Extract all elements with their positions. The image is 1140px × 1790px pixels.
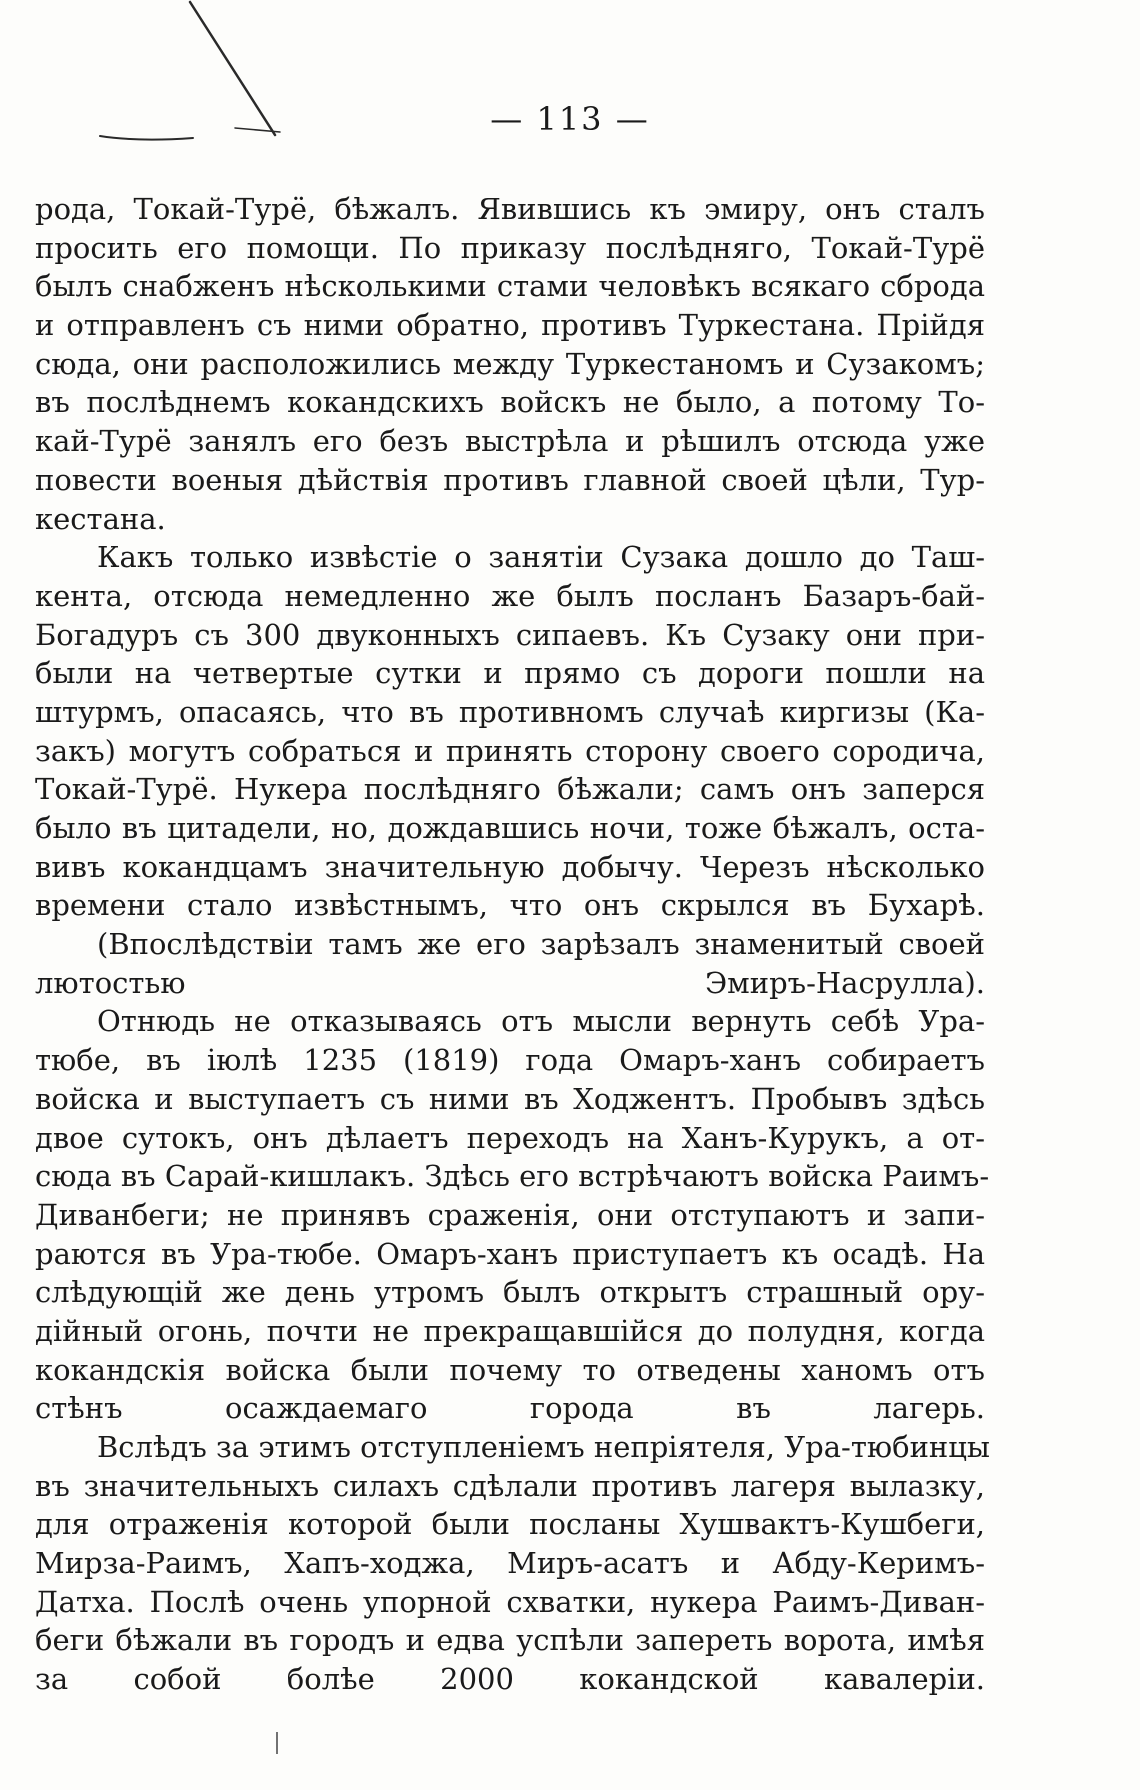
text-line-content: закъ) могутъ собраться и принять сторону своего сородича, (35, 733, 985, 768)
text-line (35, 1505, 985, 1544)
text-line (35, 616, 985, 655)
text-line-content: стѣнъ осаждаемаго города въ лагерь. (35, 1391, 985, 1426)
text-line-content: Мирза-Раимъ, Хапъ-ходжа, Миръ-асатъ и Абду-Керимъ- (35, 1546, 985, 1581)
text-line-content: беги бѣжали въ городъ и едва успѣли запереть ворота, имѣя (35, 1623, 985, 1658)
text-line-content: двое сутокъ, онъ дѣлаетъ переходъ на Ханъ-Курукъ, а от- (35, 1120, 985, 1155)
text-line-content: (Впослѣдствіи тамъ же его зарѣзалъ знаменитый своей (97, 927, 985, 962)
text-line-content: слѣдующій же день утромъ былъ открытъ страшный ору- (35, 1275, 985, 1310)
text-line (35, 1467, 985, 1506)
text-line (35, 886, 985, 925)
text-line (35, 1002, 985, 1041)
text-line-content: кента, отсюда немедленно же былъ посланъ Базаръ-бай- (35, 578, 985, 613)
text-line (35, 577, 985, 616)
text-line-content: Отнюдь не отказываясь отъ мысли вернуть себѣ Ура- (97, 1004, 985, 1039)
text-line (35, 345, 985, 384)
text-line-content: Вслѣдъ за этимъ отступленіемъ непріятеля, Ура-тюбинцы (97, 1430, 990, 1464)
text-line (35, 306, 985, 345)
text-line (35, 964, 985, 1003)
text-line (35, 809, 985, 848)
text-line (35, 190, 985, 229)
text-line (35, 693, 985, 732)
text-line (35, 1157, 990, 1196)
text-line-content: былъ снабженъ нѣсколькими стами человѣкъ всякаго сброда (35, 269, 985, 304)
text-line (35, 1544, 985, 1583)
text-line-content: сюда въ Сарай-кишлакъ. Здѣсь его встрѣчаютъ войска Раимъ- (35, 1159, 990, 1194)
text-line-content: для отраженія которой были посланы Хушвактъ-Кушбеги, (35, 1507, 985, 1542)
text-line-content: раются въ Ура-тюбе. Омаръ-ханъ приступаетъ къ осадѣ. На (35, 1236, 985, 1271)
text-line (35, 422, 985, 461)
speck-mark (272, 1730, 282, 1760)
text-line (35, 229, 985, 268)
text-line (35, 500, 985, 539)
text-line (35, 848, 985, 887)
text-line (35, 1583, 985, 1622)
text-line (35, 1235, 985, 1274)
text-line-content: Диванбеги; не принявъ сраженія, они отступаютъ и запи- (35, 1197, 985, 1232)
text-line (35, 1428, 990, 1467)
text-line (35, 1196, 985, 1235)
text-line (35, 732, 985, 771)
text-line-content: повести военыя дѣйствія противъ главной своей цѣли, Тур- (35, 462, 985, 497)
text-line-content: Датха. Послѣ очень упорной схватки, нукера Раимъ-Диван- (35, 1584, 985, 1619)
text-line-content: кестана. (35, 501, 166, 536)
text-line (35, 770, 985, 809)
text-line-content: въ значительныхъ силахъ сдѣлали противъ лагеря вылазку, (35, 1468, 985, 1503)
text-line-content: вивъ кокандцамъ значительную добычу. Черезъ нѣсколько (35, 849, 985, 884)
text-line (35, 654, 985, 693)
text-line-content: сюда, они расположились между Туркестаномъ и Сузакомъ; (35, 346, 985, 381)
text-line-content: лютостью Эмиръ-Насрулла). (35, 965, 985, 1000)
text-line-content: Богадуръ съ 300 двуконныхъ сипаевъ. Къ Сузаку они при- (35, 617, 985, 652)
text-line (35, 1621, 985, 1660)
text-line (35, 1351, 985, 1390)
text-line (35, 1041, 985, 1080)
text-line (35, 538, 985, 577)
text-line-content: рода, Токай-Турё, бѣжалъ. Явившись къ эмиру, онъ сталъ (35, 192, 985, 226)
text-line (35, 1389, 985, 1428)
text-line-content: времени стало извѣстнымъ, что онъ скрылся въ Бухарѣ. (35, 888, 985, 923)
text-line (35, 1660, 985, 1699)
text-line (35, 1080, 985, 1119)
text-line (35, 461, 985, 500)
text-line-content: войска и выступаетъ съ ними въ Ходжентъ. Пробывъ здѣсь (35, 1081, 985, 1116)
text-line-content: дійный огонь, почти не прекращавшійся до полудня, когда (35, 1313, 985, 1348)
text-line-content: и отправленъ съ ними обратно, противъ Туркестана. Прійдя (35, 308, 985, 343)
text-line (35, 925, 985, 964)
text-line-content: было въ цитадели, но, дождавшись ночи, тоже бѣжалъ, оста- (35, 811, 985, 845)
text-line-content: были на четвертые сутки и прямо съ дороги пошли на (35, 656, 985, 691)
text-line-content: Токай-Турё. Нукера послѣдняго бѣжали; самъ онъ заперся (35, 772, 985, 807)
body-text (35, 190, 990, 1699)
text-line (35, 1119, 985, 1158)
text-line-content: Какъ только извѣстіе о занятіи Сузака дошло до Таш- (97, 540, 985, 575)
text-line (35, 267, 985, 306)
text-line-content: въ послѣднемъ кокандскихъ войскъ не было, а потому То- (35, 385, 985, 420)
text-line-content: за собой болѣе 2000 кокандской кавалеріи. (35, 1662, 985, 1697)
text-line-content: просить его помощи. По приказу послѣдняго, Токай-Турё (35, 230, 985, 265)
text-line-content: тюбе, въ іюлѣ 1235 (1819) года Омаръ-ханъ собираетъ (35, 1043, 985, 1078)
text-line (35, 1312, 985, 1351)
text-line (35, 1273, 985, 1312)
text-line-content: штурмъ, опасаясь, что въ противномъ случаѣ киргизы (Ка- (35, 694, 985, 729)
text-line-content: кай-Турё занялъ его безъ выстрѣла и рѣшилъ отсюда уже (35, 424, 985, 459)
text-line-content: кокандскія войска были почему то отведены ханомъ отъ (35, 1352, 985, 1387)
page-number: — 113 — (490, 100, 650, 138)
text-line (35, 383, 985, 422)
